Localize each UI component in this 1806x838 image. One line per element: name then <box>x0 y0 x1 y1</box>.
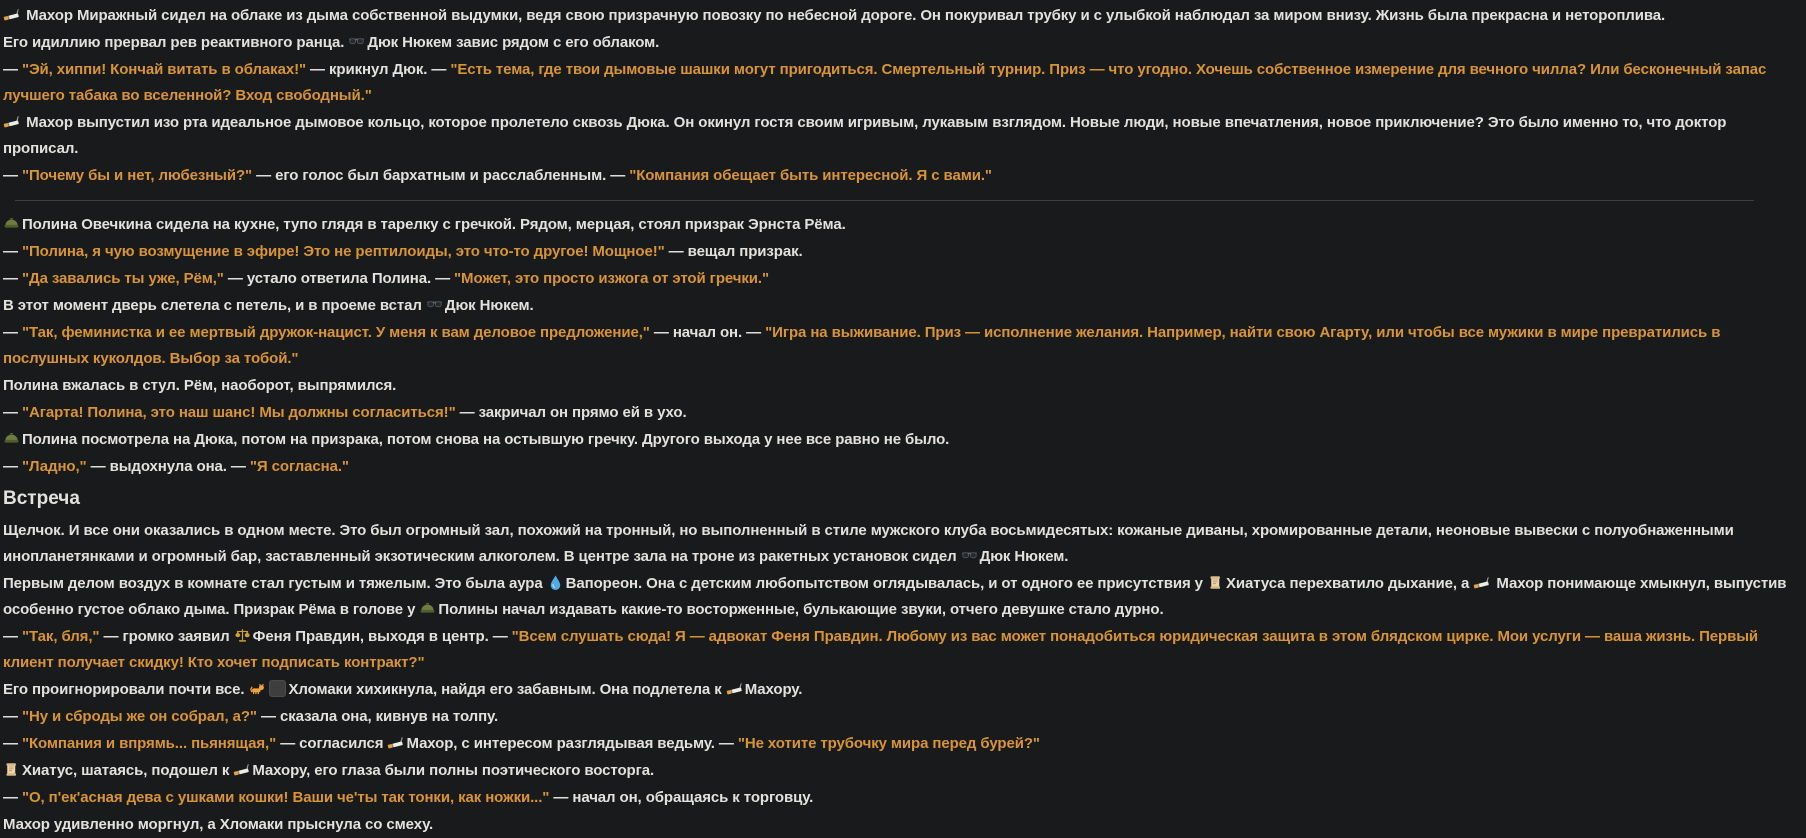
narration-text: Полина посмотрела на Дюка, потом на призрака, потом снова на остывшую гречку. Другого выхода у нее все равно не было. <box>22 431 950 448</box>
narration-text: — согласился <box>276 735 388 752</box>
narration-text: Махор, с интересом разглядывая ведьму. — <box>406 735 738 752</box>
section-heading: Встреча <box>3 488 80 509</box>
narration-text: — выдохнула она. — <box>86 458 250 475</box>
dialogue-quote: "Почему бы и нет, любезный?" <box>21 167 253 184</box>
narration-text: — <box>3 404 22 421</box>
military-helmet-icon <box>419 600 436 617</box>
narration-text: — громко заявил <box>99 628 234 645</box>
cigarette-icon <box>233 761 250 778</box>
narration-text: Хиатуса перехватило дыхание, а <box>1226 575 1474 592</box>
cat-icon <box>249 680 266 697</box>
dialogue-quote: "Компания и впрямь... пьянящая," <box>21 735 277 752</box>
narration-text: Полина вжалась в стул. Рём, наоборот, выпрямился. <box>3 377 397 394</box>
story-paragraph <box>3 320 1794 372</box>
dialogue-quote: "Агарта! Полина, это наш шанс! Мы должны согласиться!" <box>21 404 456 421</box>
story-paragraph <box>3 785 1794 811</box>
narration-text: Хиатус, шатаясь, подошел к <box>22 762 234 779</box>
story-paragraph <box>3 704 1794 730</box>
narration-text: Махор удивленно моргнул, а Хломаки прыснула со смеху. <box>3 816 434 833</box>
story-paragraph <box>3 624 1794 676</box>
narration-text: — его голос был бархатным и расслабленным. — <box>252 167 630 184</box>
story-paragraph <box>3 3 1794 29</box>
narration-text: Махору, его глаза были полны поэтического восторга. <box>252 762 655 779</box>
narration-text: — крикнул Дюк. — <box>305 61 451 78</box>
dialogue-quote: "Полина, я чую возмущение в эфире! Это не рептилоиды, это что-то другое! Мощное!" <box>21 243 665 260</box>
narration-text: Махору. <box>744 681 803 698</box>
narration-text: Махор понимающе хмыкнул, выпустив особенно густое облако дыма. Призрак Рёма в голове у <box>3 575 1787 618</box>
story-paragraph <box>3 239 1794 265</box>
dialogue-quote: "Всем слушать сюда! Я — адвокат Феня Правдин. Любому из вас может понадобиться юридическая защита в этом блядском цирке. Мои услуги — ваша жизнь. Первый клиент получает скидку! Кто хочет подписать контракт?" <box>3 628 1759 671</box>
narration-text: — вещал призрак. <box>664 243 803 260</box>
narration-text: — закричал он прямо ей в ухо. <box>455 404 687 421</box>
narration-text: Дюк Нюкем. <box>444 297 534 314</box>
story-paragraph <box>3 518 1794 570</box>
narration-text: — <box>3 735 22 752</box>
scroll-icon <box>3 761 20 778</box>
story-paragraph <box>3 812 1794 838</box>
cigarette-icon <box>3 113 20 130</box>
sunglasses-icon <box>426 296 443 313</box>
cigarette-icon <box>1473 574 1490 591</box>
dialogue-quote: "Так, феминистка и ее мертвый дружок-нацист. У меня к вам деловое предложение," <box>21 324 650 341</box>
story-paragraph <box>3 373 1794 399</box>
sunglasses-icon <box>348 33 365 50</box>
military-helmet-icon <box>3 430 20 447</box>
narration-text: Дюк Нюкем. <box>979 548 1069 565</box>
dialogue-quote: "Ладно," <box>21 458 87 475</box>
dialogue-quote: "Может, это просто изжога от этой гречки." <box>454 270 769 287</box>
narration-text: Его идиллию прервал рев реактивного ранца. <box>3 34 349 51</box>
narration-text: Его проигнорировали почти все. <box>3 681 249 698</box>
narration-text: — <box>3 61 22 78</box>
narration-text: — устало ответила Полина. — <box>223 270 455 287</box>
story-paragraph <box>3 571 1794 623</box>
narration-text: — сказала она, кивнув на толпу. <box>256 708 499 725</box>
sunglasses-icon <box>961 547 978 564</box>
narration-text: — <box>3 324 22 341</box>
military-helmet-icon <box>3 215 20 232</box>
narration-text: Полины начал издавать какие-то восторженные, булькающие звуки, отчего девушке стало дурно. <box>438 601 1164 618</box>
narration-text: — <box>3 708 22 725</box>
dialogue-quote: "Игра на выживание. Приз — исполнение желания. Например, найти свою Агарту, или чтобы все мужики в мире превратились в послушных куколдов. Выбор за тобой." <box>3 324 1721 367</box>
story-paragraph <box>3 758 1794 784</box>
narration-text: — начал он, обращаясь к торговцу. <box>549 789 814 806</box>
story-paragraph <box>3 110 1794 162</box>
narration-text: Щелчок. И все они оказались в одном месте. Это был огромный зал, похожий на тронный, но выполненный в стиле мужского клуба восьмидесятых: кожаные диваны, хромированные детали, неоновые вывески с полуобнаженными инопланетянками и огромный бар, заставленный экзотическим алкоголем. В центре зала на троне из ракетных установок сидел <box>3 522 1734 565</box>
story-paragraph <box>3 731 1794 757</box>
story-paragraph <box>3 677 1794 703</box>
scroll-icon <box>1207 574 1224 591</box>
cigarette-icon <box>726 680 743 697</box>
narration-text: — <box>3 167 22 184</box>
dialogue-quote: "Да завались ты уже, Рём," <box>21 270 224 287</box>
dialogue-quote: "Эй, хиппи! Кончай витать в облаках!" <box>21 61 306 78</box>
story-paragraph <box>3 57 1794 109</box>
dialogue-quote: "Есть тема, где твои дымовые шашки могут пригодиться. Смертельный турнир. Приз — что угодно. Хочешь собственное измерение для вечного чилла? Или бесконечный запас лучшего табака во вселенной? Вход свободный." <box>3 61 1767 104</box>
dialogue-quote: "Компания обещает быть интересной. Я с вами." <box>629 167 992 184</box>
narration-text: — <box>3 458 22 475</box>
droplet-icon <box>547 574 564 591</box>
dialogue-quote: "Так, бля," <box>21 628 100 645</box>
narration-text: В этот момент дверь слетела с петель, и в проеме встал <box>3 297 426 314</box>
story-paragraph <box>3 163 1794 189</box>
narration-text: — <box>3 270 22 287</box>
narration-text: Махор выпустил изо рта идеальное дымовое кольцо, которое пролетело сквозь Дюка. Он окинул гостя своим игривым, лукавым взглядом. Новые люди, новые впечатления, новое приключение? Это было именно то, что доктор прописал. <box>3 114 1727 157</box>
narration-text: — <box>3 243 22 260</box>
dialogue-quote: "Ну и сброды же он собрал, а?" <box>21 708 257 725</box>
story-paragraph <box>3 266 1794 292</box>
narration-text: — начал он. — <box>649 324 766 341</box>
narration-text: — <box>3 628 22 645</box>
story-paragraph <box>3 293 1794 319</box>
story-paragraph <box>3 212 1794 238</box>
dialogue-quote: "Я согласна." <box>249 458 349 475</box>
narration-text: Полина Овечкина сидела на кухне, тупо глядя в тарелку с гречкой. Рядом, мерцая, стоял призрак Эрнста Рёма. <box>22 216 846 233</box>
story-paragraph <box>3 400 1794 426</box>
dialogue-quote: "Не хотите трубочку мира перед бурей?" <box>737 735 1040 752</box>
narration-text: Махор Миражный сидел на облаке из дыма собственной выдумки, ведя свою призрачную повозку по небесной дороге. Он покуривал трубку и с улыбкой наблюдал за миром внизу. Жизнь была прекрасна и нетороплива. <box>22 7 1666 24</box>
cigarette-icon <box>387 734 404 751</box>
dialogue-quote: "О, п'ек'асная дева с ушками кошки! Ваши че'ты так тонки, как ножки..." <box>21 789 550 806</box>
narration-text: Хломаки хихикнула, найдя его забавным. Она подлетела к <box>288 681 726 698</box>
section-divider <box>15 200 1754 201</box>
narration-text: Вапореон. Она с детским любопытством оглядывалась, и от одного ее присутствия у <box>565 575 1207 592</box>
cigarette-icon <box>3 6 20 23</box>
missing-glyph-box <box>269 680 286 697</box>
story-paragraph <box>3 427 1794 453</box>
narration-text: Феня Правдин, выходя в центр. — <box>252 628 512 645</box>
narration-text: Дюк Нюкем завис рядом с его облаком. <box>367 34 660 51</box>
story-paragraph <box>3 454 1794 480</box>
narration-text: — <box>3 789 22 806</box>
narration-text: Первым делом воздух в комнате стал густым и тяжелым. Это была аура <box>3 575 547 592</box>
story-paragraph <box>3 30 1794 56</box>
balance-scale-icon <box>234 627 251 644</box>
